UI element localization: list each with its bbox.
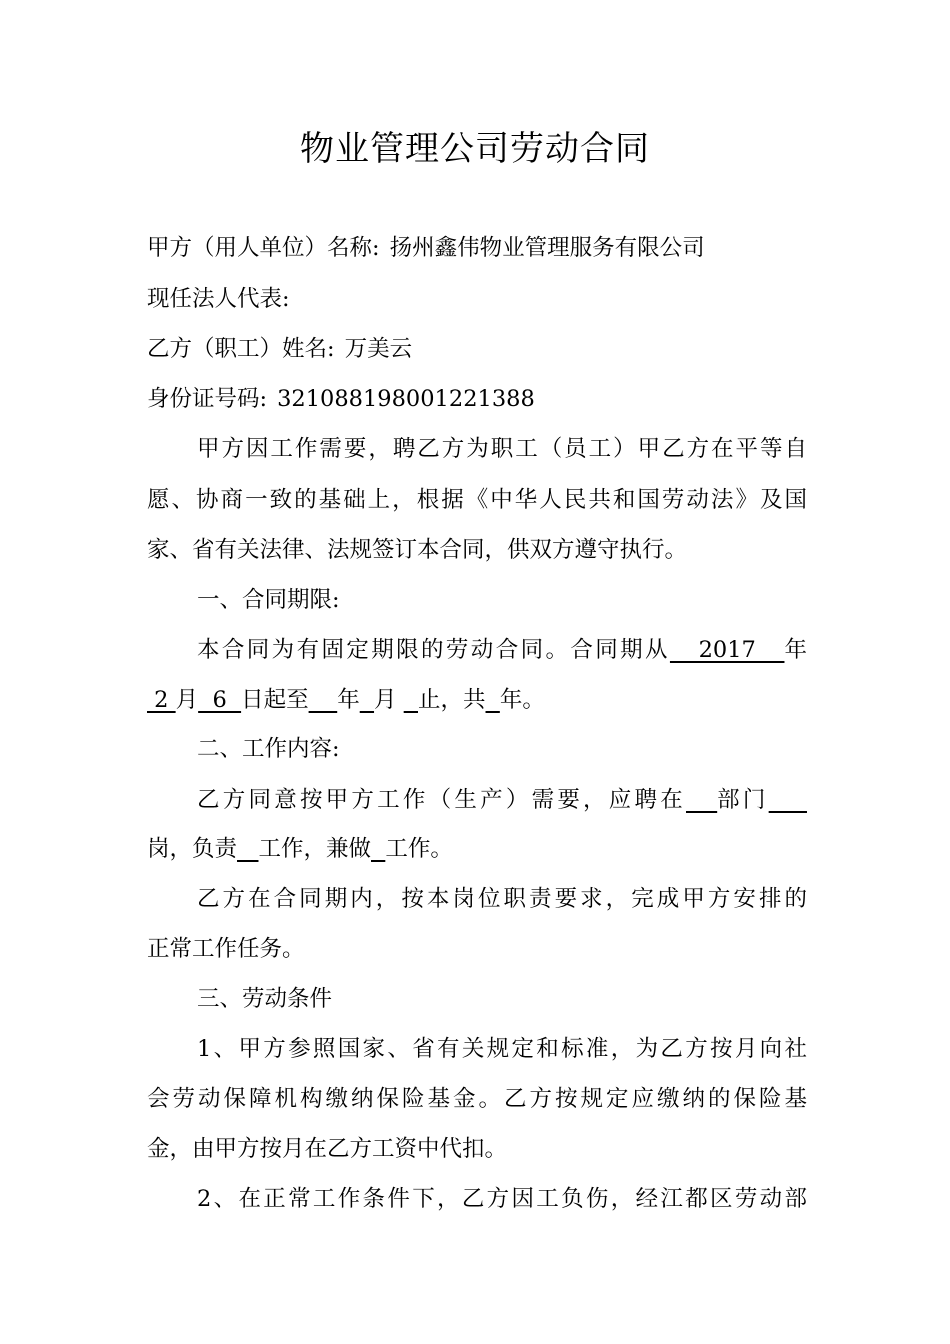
work-end-text: 工作。 xyxy=(385,836,453,862)
term-end-year-blank xyxy=(309,687,338,713)
term-line-2 xyxy=(147,682,807,718)
intro-line-2: 愿、协商一致的基础上，根据《中华人民共和国劳动法》及国 xyxy=(147,487,807,513)
intro-line-3: 家、省有关法律、法规签订本合同，供双方遵守执行。 xyxy=(147,537,688,563)
work-post-text: 岗，负责 xyxy=(147,836,238,862)
term-month-unit: 月 xyxy=(175,687,199,713)
term-day-field: 6 xyxy=(198,687,242,713)
section3-heading: 三、劳动条件 xyxy=(197,986,333,1012)
duty-line-2: 正常工作任务。 xyxy=(147,936,305,962)
work-line-1 xyxy=(197,782,807,818)
term-total-unit: 年。 xyxy=(499,687,545,713)
id-line xyxy=(147,381,807,417)
term-end-month-unit: 月 xyxy=(374,687,404,713)
work-post-blank xyxy=(769,787,807,813)
term-end-year-unit: 年 xyxy=(337,687,360,713)
legal-rep-line xyxy=(147,281,807,317)
document-title: 物业管理公司劳动合同 xyxy=(300,129,650,169)
party-b-label: 乙方（职工）姓名: xyxy=(147,336,335,362)
term-end-month-blank xyxy=(360,687,374,713)
term-end-blank xyxy=(404,687,418,713)
term-month-field: 2 xyxy=(147,687,176,713)
party-b-line xyxy=(147,331,807,367)
legal-rep-label: 现任法人代表: xyxy=(147,286,290,312)
id-label: 身份证号码: xyxy=(147,386,268,412)
intro-line-1: 甲方因工作需要，聘乙方为职工（员工）甲乙方在平等自 xyxy=(197,436,807,462)
party-a-label: 甲方（用人单位）名称: xyxy=(147,235,380,261)
work-dept-unit: 部门 xyxy=(717,787,769,813)
party-b-name: 万美云 xyxy=(344,336,413,362)
party-a-line xyxy=(147,230,807,266)
section1-heading: 一、合同期限: xyxy=(197,587,340,613)
clause1-line-1: 1、甲方参照国家、省有关规定和标准，为乙方按月向社 xyxy=(197,1036,807,1062)
clause2-line-1: 2、在正常工作条件下，乙方因工负伤，经江都区劳动部 xyxy=(197,1186,807,1212)
section2-heading: 二、工作内容: xyxy=(197,736,340,762)
work-extra-blank xyxy=(371,836,385,862)
work-extra-text: 工作，兼做 xyxy=(258,836,371,862)
term-total-blank xyxy=(486,687,500,713)
id-number: 321088198001221388 xyxy=(277,386,535,412)
work-text: 乙方同意按甲方工作（生产）需要，应聘在 xyxy=(197,787,686,813)
term-line-1 xyxy=(197,632,807,668)
clause1-line-2: 会劳动保障机构缴纳保险基金。乙方按规定应缴纳的保险基 xyxy=(147,1086,807,1112)
term-year-field: 2017 xyxy=(669,637,785,663)
party-a-name: 扬州鑫伟物业管理服务有限公司 xyxy=(389,235,705,261)
term-start-text: 日起至 xyxy=(241,687,309,713)
term-text: 本合同为有固定期限的劳动合同。合同期从 xyxy=(197,637,670,663)
work-line-2 xyxy=(147,831,807,867)
work-dept-blank xyxy=(686,787,717,813)
term-year-unit: 年 xyxy=(784,637,807,663)
term-total-text: 止，共 xyxy=(418,687,486,713)
clause1-line-3: 金，由甲方按月在乙方工资中代扣。 xyxy=(147,1136,508,1162)
work-duty-blank xyxy=(237,836,258,862)
duty-line-1: 乙方在合同期内，按本岗位职责要求，完成甲方安排的 xyxy=(197,886,807,912)
